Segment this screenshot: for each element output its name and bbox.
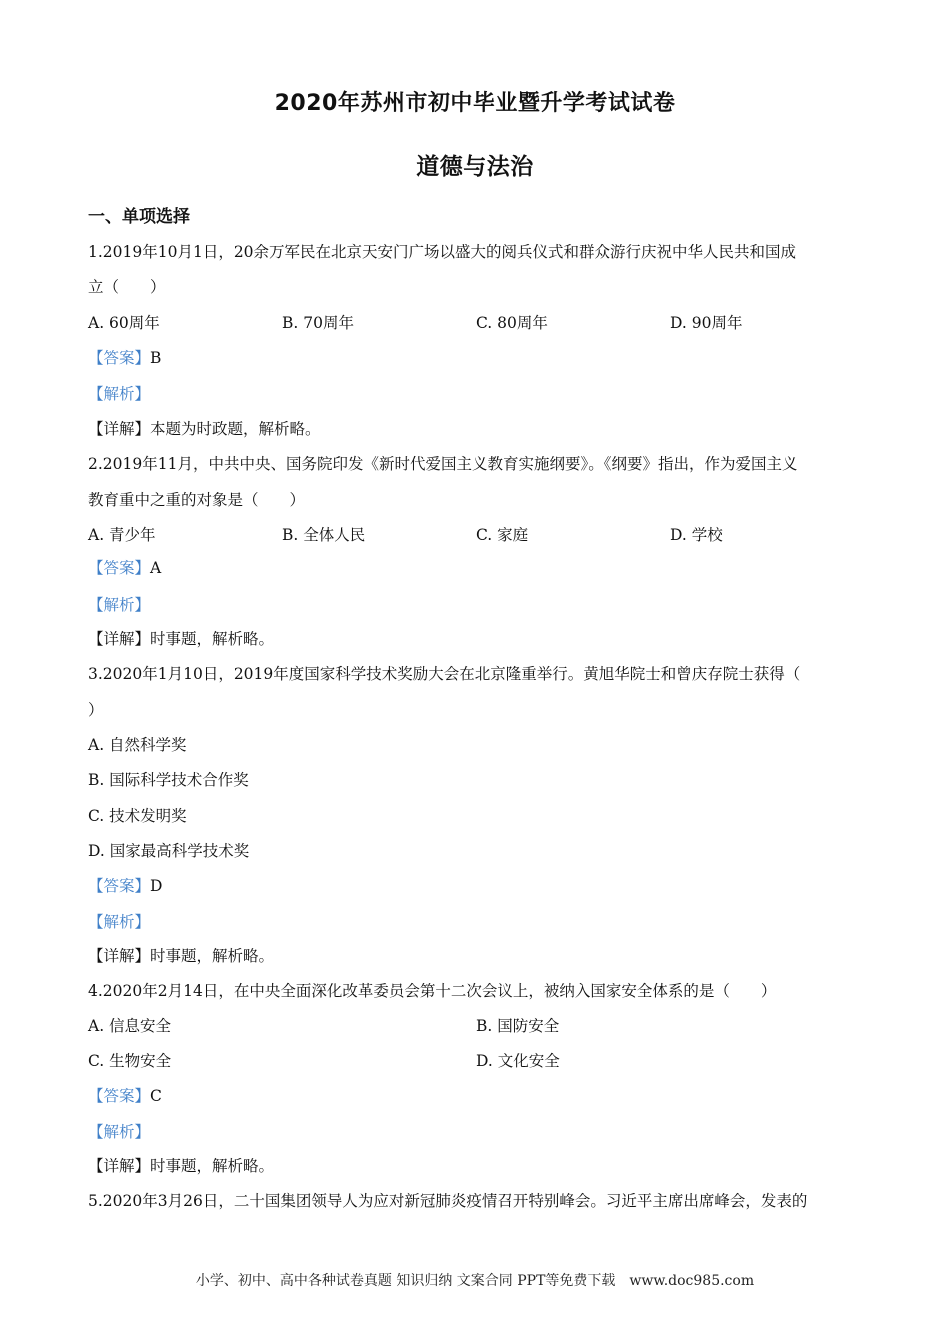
q2-option-c: C. 家庭 bbox=[476, 526, 529, 544]
q1-option-a: A. 60周年 bbox=[88, 314, 160, 332]
exam-title: 2020年苏州市初中毕业暨升学考试试卷 bbox=[274, 91, 676, 116]
q2-stem-line1: 2.2019年11月，中共中央、国务院印发《新时代爱国主义教育实施纲要》。《纲要》指出，作为爱国主义 bbox=[88, 455, 798, 473]
detail-label: 【详解】 bbox=[88, 420, 151, 438]
answer-value: B bbox=[150, 349, 162, 367]
answer-label: 【答案】 bbox=[88, 877, 151, 895]
q2-analysis-label: 【解析】 bbox=[88, 596, 151, 614]
q1-stem-line1: 1.2019年10月1日，20余万军民在北京天安门广场以盛大的阅兵仪式和群众游行庆祝中华人民共和国成 bbox=[88, 243, 797, 261]
q3-option-a: A. 自然科学奖 bbox=[88, 736, 187, 754]
q4-option-a: A. 信息安全 bbox=[88, 1017, 172, 1035]
q2-option-b: B. 全体人民 bbox=[282, 526, 366, 544]
q4-stem-line1: 4.2020年2月14日，在中央全面深化改革委员会第十二次会议上，被纳入国家安全体系的是（ ） bbox=[88, 982, 777, 1000]
q3-detail bbox=[88, 946, 868, 966]
q3-analysis-label: 【解析】 bbox=[88, 913, 151, 931]
answer-value: A bbox=[150, 559, 162, 577]
q3-option-b: B. 国际科学技术合作奖 bbox=[88, 771, 249, 789]
q1-analysis-label: 【解析】 bbox=[88, 385, 151, 403]
q2-detail bbox=[88, 629, 868, 649]
q3-stem-line2: ） bbox=[88, 701, 104, 719]
q1-option-d: D. 90周年 bbox=[670, 314, 743, 332]
answer-value: D bbox=[150, 877, 163, 895]
detail-text: 时事题，解析略。 bbox=[150, 1157, 275, 1175]
q2-option-a: A. 青少年 bbox=[88, 526, 156, 544]
detail-text: 本题为时政题，解析略。 bbox=[150, 420, 321, 438]
detail-text: 时事题，解析略。 bbox=[150, 630, 275, 648]
q4-option-d: D. 文化安全 bbox=[476, 1052, 560, 1070]
answer-value: C bbox=[150, 1087, 162, 1105]
answer-label: 【答案】 bbox=[88, 349, 151, 367]
q1-option-c: C. 80周年 bbox=[476, 314, 548, 332]
q3-answer bbox=[88, 876, 868, 896]
q2-answer bbox=[88, 558, 868, 578]
q3-stem-line1: 3.2020年1月10日，2019年度国家科学技术奖励大会在北京隆重举行。黄旭华院士和曾庆存院士获得（ bbox=[88, 665, 801, 683]
answer-label: 【答案】 bbox=[88, 1087, 151, 1105]
q4-option-b: B. 国防安全 bbox=[476, 1017, 560, 1035]
page-footer: 小学、初中、高中各种试卷真题 知识归纳 文案合同 PPT等免费下载 www.doc985.com bbox=[195, 1273, 755, 1289]
answer-label: 【答案】 bbox=[88, 559, 151, 577]
q1-detail bbox=[88, 419, 868, 439]
detail-label: 【详解】 bbox=[88, 630, 151, 648]
q1-option-b: B. 70周年 bbox=[282, 314, 354, 332]
subject-title: 道德与法治 bbox=[416, 154, 534, 180]
q5-stem-line1: 5.2020年3月26日，二十国集团领导人为应对新冠肺炎疫情召开特别峰会。习近平主席出席峰会，发表的 bbox=[88, 1192, 808, 1210]
detail-text: 时事题，解析略。 bbox=[150, 947, 275, 965]
q2-stem-line2: 教育重中之重的对象是（ ） bbox=[88, 491, 306, 509]
q4-option-c: C. 生物安全 bbox=[88, 1052, 172, 1070]
q1-stem-line2: 立（ ） bbox=[88, 278, 166, 296]
detail-label: 【详解】 bbox=[88, 1157, 151, 1175]
q4-analysis-label: 【解析】 bbox=[88, 1123, 151, 1141]
section-heading: 一、单项选择 bbox=[88, 207, 190, 227]
q4-answer bbox=[88, 1086, 868, 1106]
q3-option-c: C. 技术发明奖 bbox=[88, 807, 187, 825]
q2-option-d: D. 学校 bbox=[670, 526, 723, 544]
q1-answer bbox=[88, 348, 868, 368]
q3-option-d: D. 国家最高科学技术奖 bbox=[88, 842, 250, 860]
q4-detail bbox=[88, 1156, 868, 1176]
detail-label: 【详解】 bbox=[88, 947, 151, 965]
